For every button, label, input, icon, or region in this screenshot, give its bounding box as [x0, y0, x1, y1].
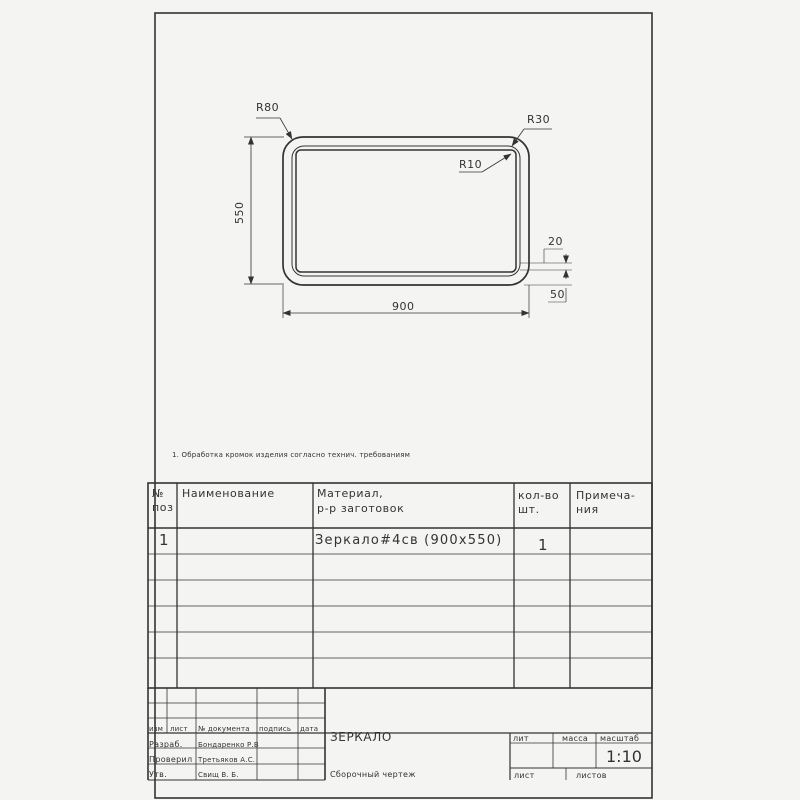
mass-label: масса — [562, 734, 589, 743]
role-approver: Утв. — [149, 770, 167, 779]
sheet-frame — [155, 13, 652, 798]
role-checker: Проверил — [149, 755, 193, 764]
col-date: дата — [300, 725, 319, 733]
dim-r80-label: R80 — [256, 101, 280, 114]
dim-height-label: 550 — [233, 201, 246, 224]
col-doc-no: № документа — [198, 725, 250, 733]
header-material-line1: Материал, — [317, 487, 384, 500]
mirror-middle-contour — [292, 146, 520, 276]
name-approver: Свищ В. Б. — [198, 771, 239, 779]
mirror-inner-contour — [296, 150, 516, 272]
technical-note: 1. Обработка кромок изделия согласно технич. требованиям — [172, 451, 411, 459]
dim-width-label: 900 — [392, 300, 415, 313]
row-pos: 1 — [159, 531, 169, 549]
col-izm: изм — [149, 725, 164, 733]
sheet-label: лист — [514, 771, 535, 780]
header-pos-line1: № — [152, 487, 165, 500]
dim-r10-label: R10 — [459, 158, 483, 171]
row-qty: 1 — [538, 536, 548, 554]
scale-value: 1:10 — [606, 747, 642, 766]
header-pos-line2: поз — [152, 501, 174, 514]
col-signature: подпись — [259, 725, 292, 733]
role-developer: Разраб. — [149, 740, 183, 749]
scale-label: масштаб — [600, 734, 640, 743]
header-qty-line2: шт. — [518, 503, 540, 516]
col-list: лист — [170, 725, 188, 733]
header-note-line1: Примеча- — [576, 489, 636, 502]
drawing-title: ЗЕРКАЛО — [330, 730, 392, 744]
dim-20-label: 20 — [548, 235, 563, 248]
mirror-outer-contour — [283, 137, 529, 285]
drawing-subtitle: Сборочный чертеж — [330, 770, 416, 779]
header-note-line2: ния — [576, 503, 599, 516]
header-material-line2: р-р заготовок — [317, 502, 405, 515]
dim-r30-label: R30 — [527, 113, 551, 126]
name-developer: Бондаренко Р.В — [198, 741, 259, 749]
dim-50-label: 50 — [550, 288, 565, 301]
name-checker: Третьяков А.С. — [198, 756, 256, 764]
header-qty-line1: кол-во — [518, 489, 560, 502]
sheets-label: листов — [576, 771, 607, 780]
lit-label: лит — [513, 734, 529, 743]
row-material: Зеркало#4св (900х550) — [315, 533, 503, 548]
header-name: Наименование — [182, 487, 275, 500]
